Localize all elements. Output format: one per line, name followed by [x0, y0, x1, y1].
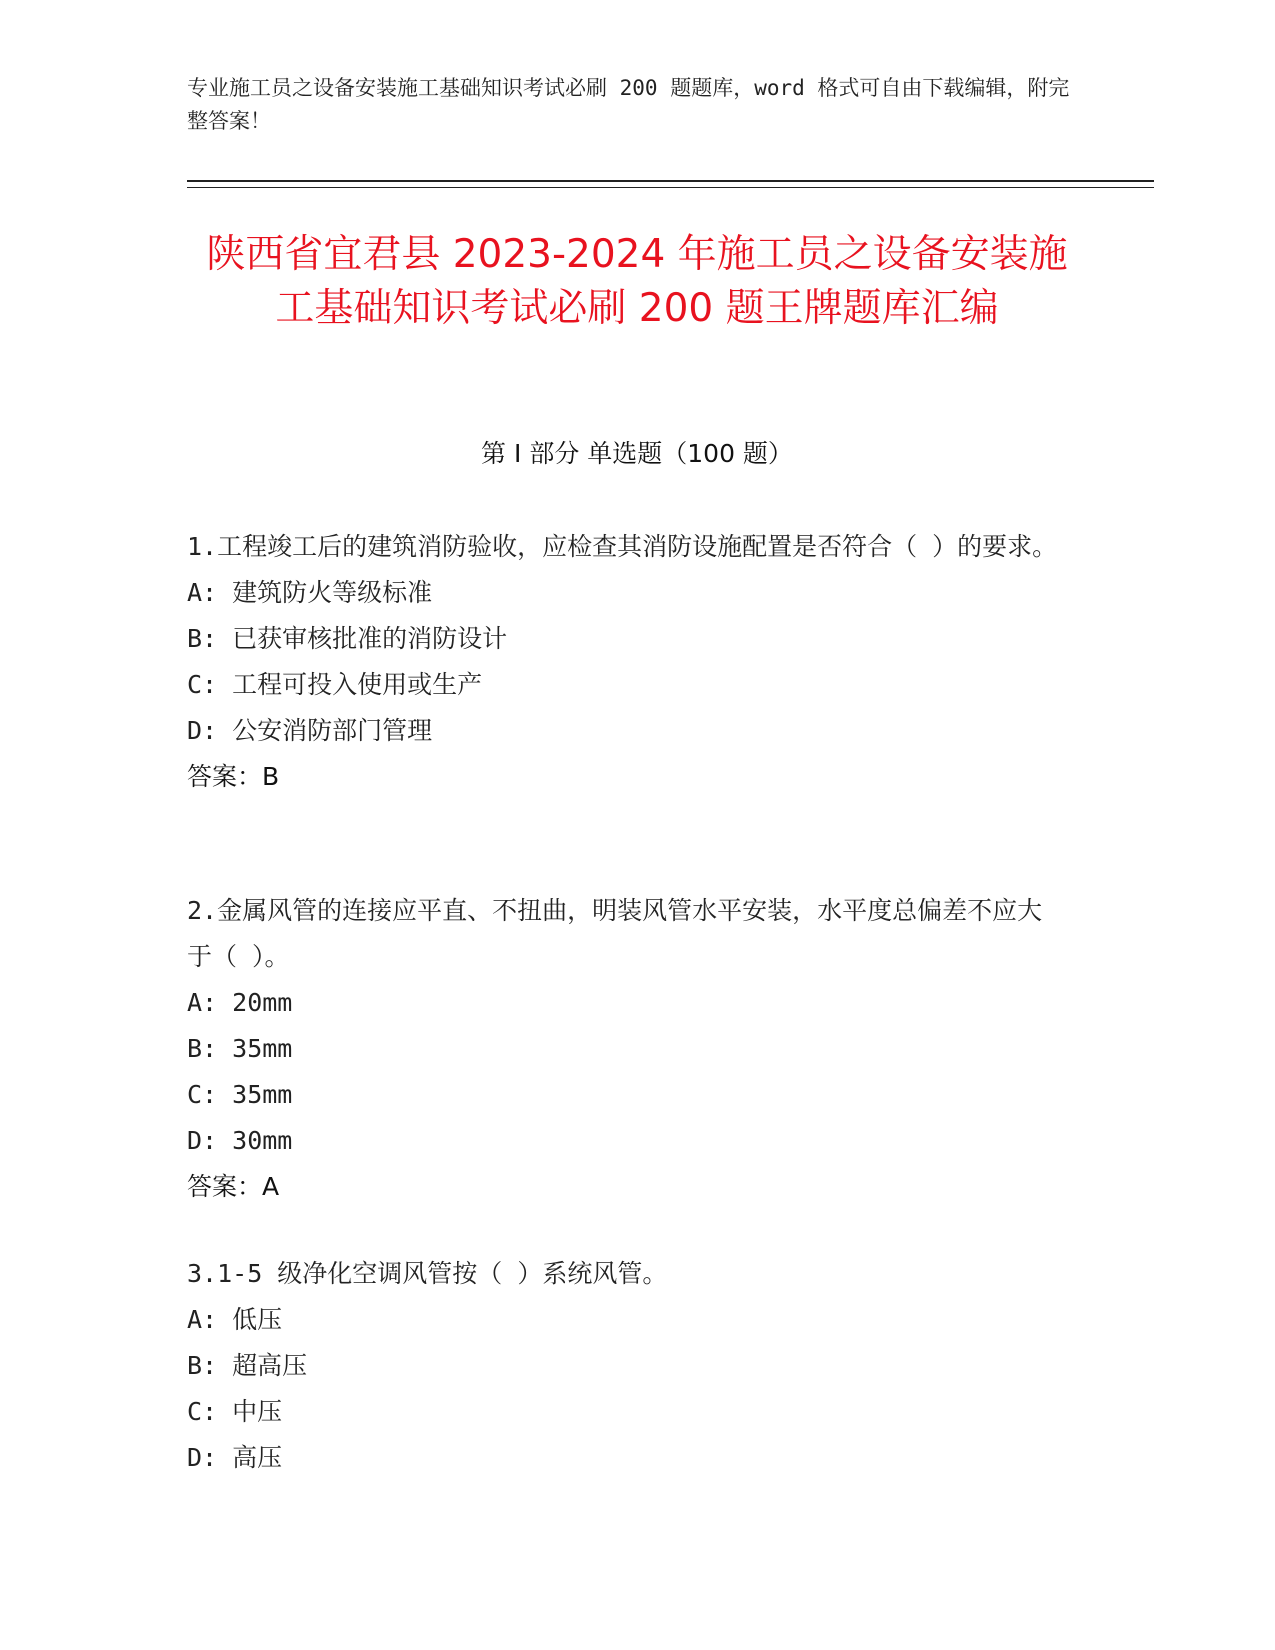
answer: 答案：B: [187, 762, 280, 791]
option-a: A: 建筑防火等级标准: [187, 578, 433, 607]
option-a: A: 20mm: [187, 988, 293, 1017]
option-d: D: 30mm: [187, 1126, 293, 1155]
option-c: C: 35mm: [187, 1080, 293, 1109]
question-1: [187, 524, 1067, 800]
answer: 答案：A: [187, 1172, 280, 1201]
option-c: C: 工程可投入使用或生产: [187, 670, 483, 699]
question-3: [187, 1251, 1067, 1481]
option-d: D: 高压: [187, 1443, 283, 1472]
header-rule-thin: [187, 187, 1154, 188]
question-2: [187, 888, 1067, 1210]
option-b: B: 超高压: [187, 1351, 308, 1380]
section-title: 第 I 部分 单选题（100 题）: [481, 439, 793, 468]
option-c: C: 中压: [187, 1397, 283, 1426]
question-stem: 1.工程竣工后的建筑消防验收，应检查其消防设施配置是否符合（ ）的要求。: [187, 532, 1058, 561]
option-b: B: 已获审核批准的消防设计: [187, 624, 508, 653]
question-stem: 3.1-5 级净化空调风管按（ ）系统风管。: [187, 1259, 668, 1288]
option-b: B: 35mm: [187, 1034, 293, 1063]
option-a: A: 低压: [187, 1305, 283, 1334]
document-title: 陕西省宜君县 2023-2024 年施工员之设备安装施工基础知识考试必刷 200 题王牌题库汇编: [206, 232, 1068, 331]
header-note: 专业施工员之设备安装施工基础知识考试必刷 200 题题库，word 格式可自由下载编辑，附完整答案！: [187, 76, 1070, 133]
question-stem: 2.金属风管的连接应平直、不扭曲，明装风管水平安装，水平度总偏差不应大于（ ）。: [187, 896, 1043, 971]
option-d: D: 公安消防部门管理: [187, 716, 433, 745]
header-rule-thick: [187, 180, 1154, 182]
